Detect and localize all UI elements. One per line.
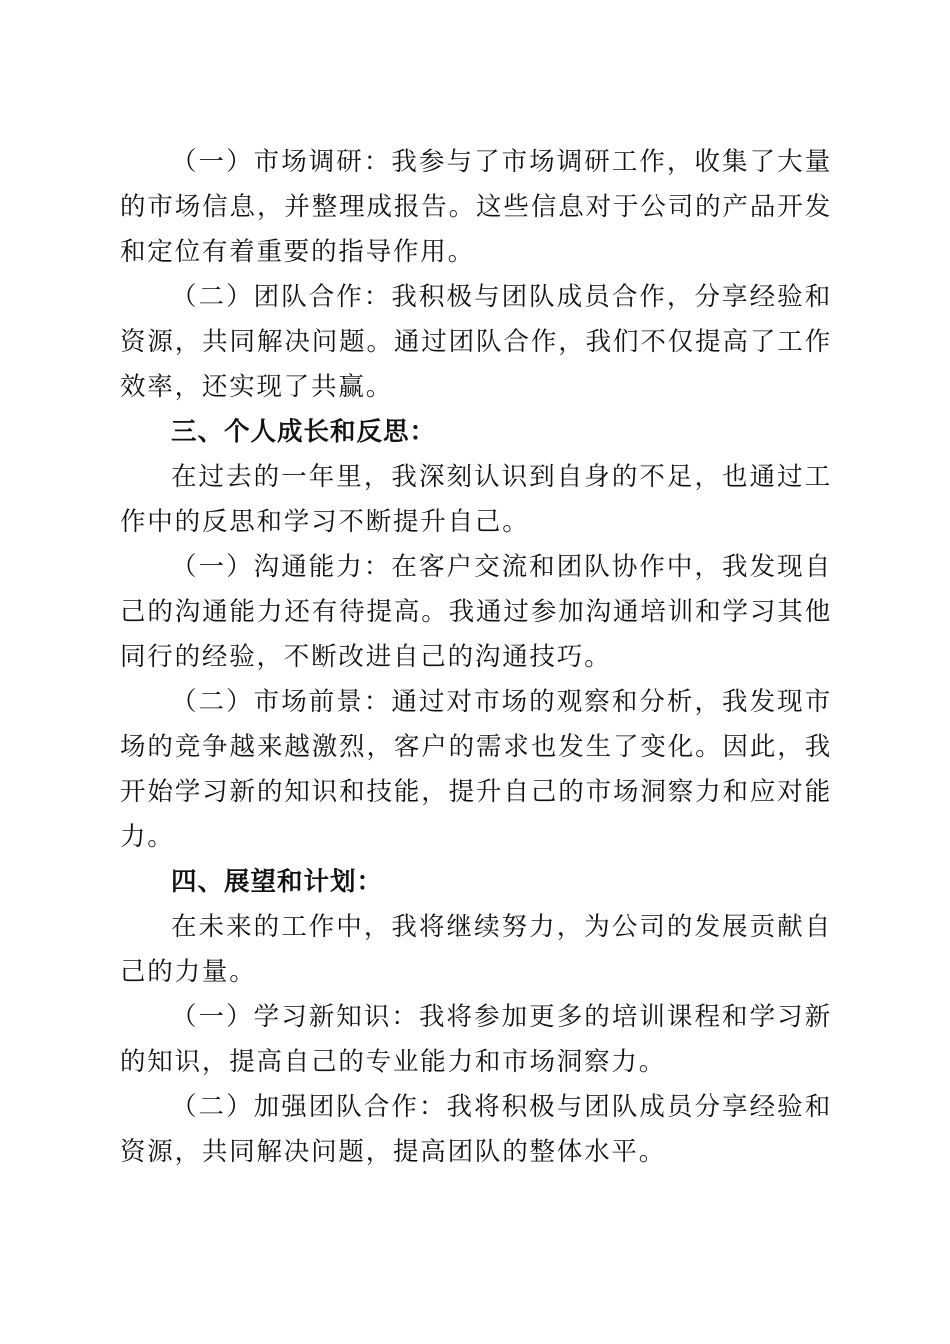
paragraph-market-outlook: （二）市场前景：通过对市场的观察和分析，我发现市场的竞争越来越激烈，客户的需求也发生了变化。因此，我开始学习新的知识和技能，提升自己的市场洞察力和应对能力。 bbox=[120, 687, 832, 852]
document-body bbox=[120, 140, 832, 1175]
paragraph-learning: （一）学习新知识：我将参加更多的培训课程和学习新的知识，提高自己的专业能力和市场洞察力。 bbox=[120, 1002, 832, 1077]
section-heading-growth: 三、个人成长和反思： bbox=[171, 417, 437, 447]
paragraph-plan-intro: 在未来的工作中，我将继续努力，为公司的发展贡献自己的力量。 bbox=[120, 912, 832, 987]
paragraph-communication: （一）沟通能力：在客户交流和团队协作中，我发现自己的沟通能力还有待提高。我通过参加沟通培训和学习其他同行的经验，不断改进自己的沟通技巧。 bbox=[120, 552, 832, 672]
paragraph-market-research: （一）市场调研：我参与了市场调研工作，收集了大量的市场信息，并整理成报告。这些信息对于公司的产品开发和定位有着重要的指导作用。 bbox=[120, 147, 832, 267]
paragraph-teamwork-plan: （二）加强团队合作：我将积极与团队成员分享经验和资源，共同解决问题，提高团队的整体水平。 bbox=[120, 1092, 832, 1167]
paragraph-growth-intro: 在过去的一年里，我深刻认识到自身的不足，也通过工作中的反思和学习不断提升自己。 bbox=[120, 462, 832, 537]
paragraph-team-cooperation: （二）团队合作：我积极与团队成员合作，分享经验和资源，共同解决问题。通过团队合作，我们不仅提高了工作效率，还实现了共赢。 bbox=[120, 282, 832, 402]
section-heading-plan: 四、展望和计划： bbox=[171, 867, 384, 897]
